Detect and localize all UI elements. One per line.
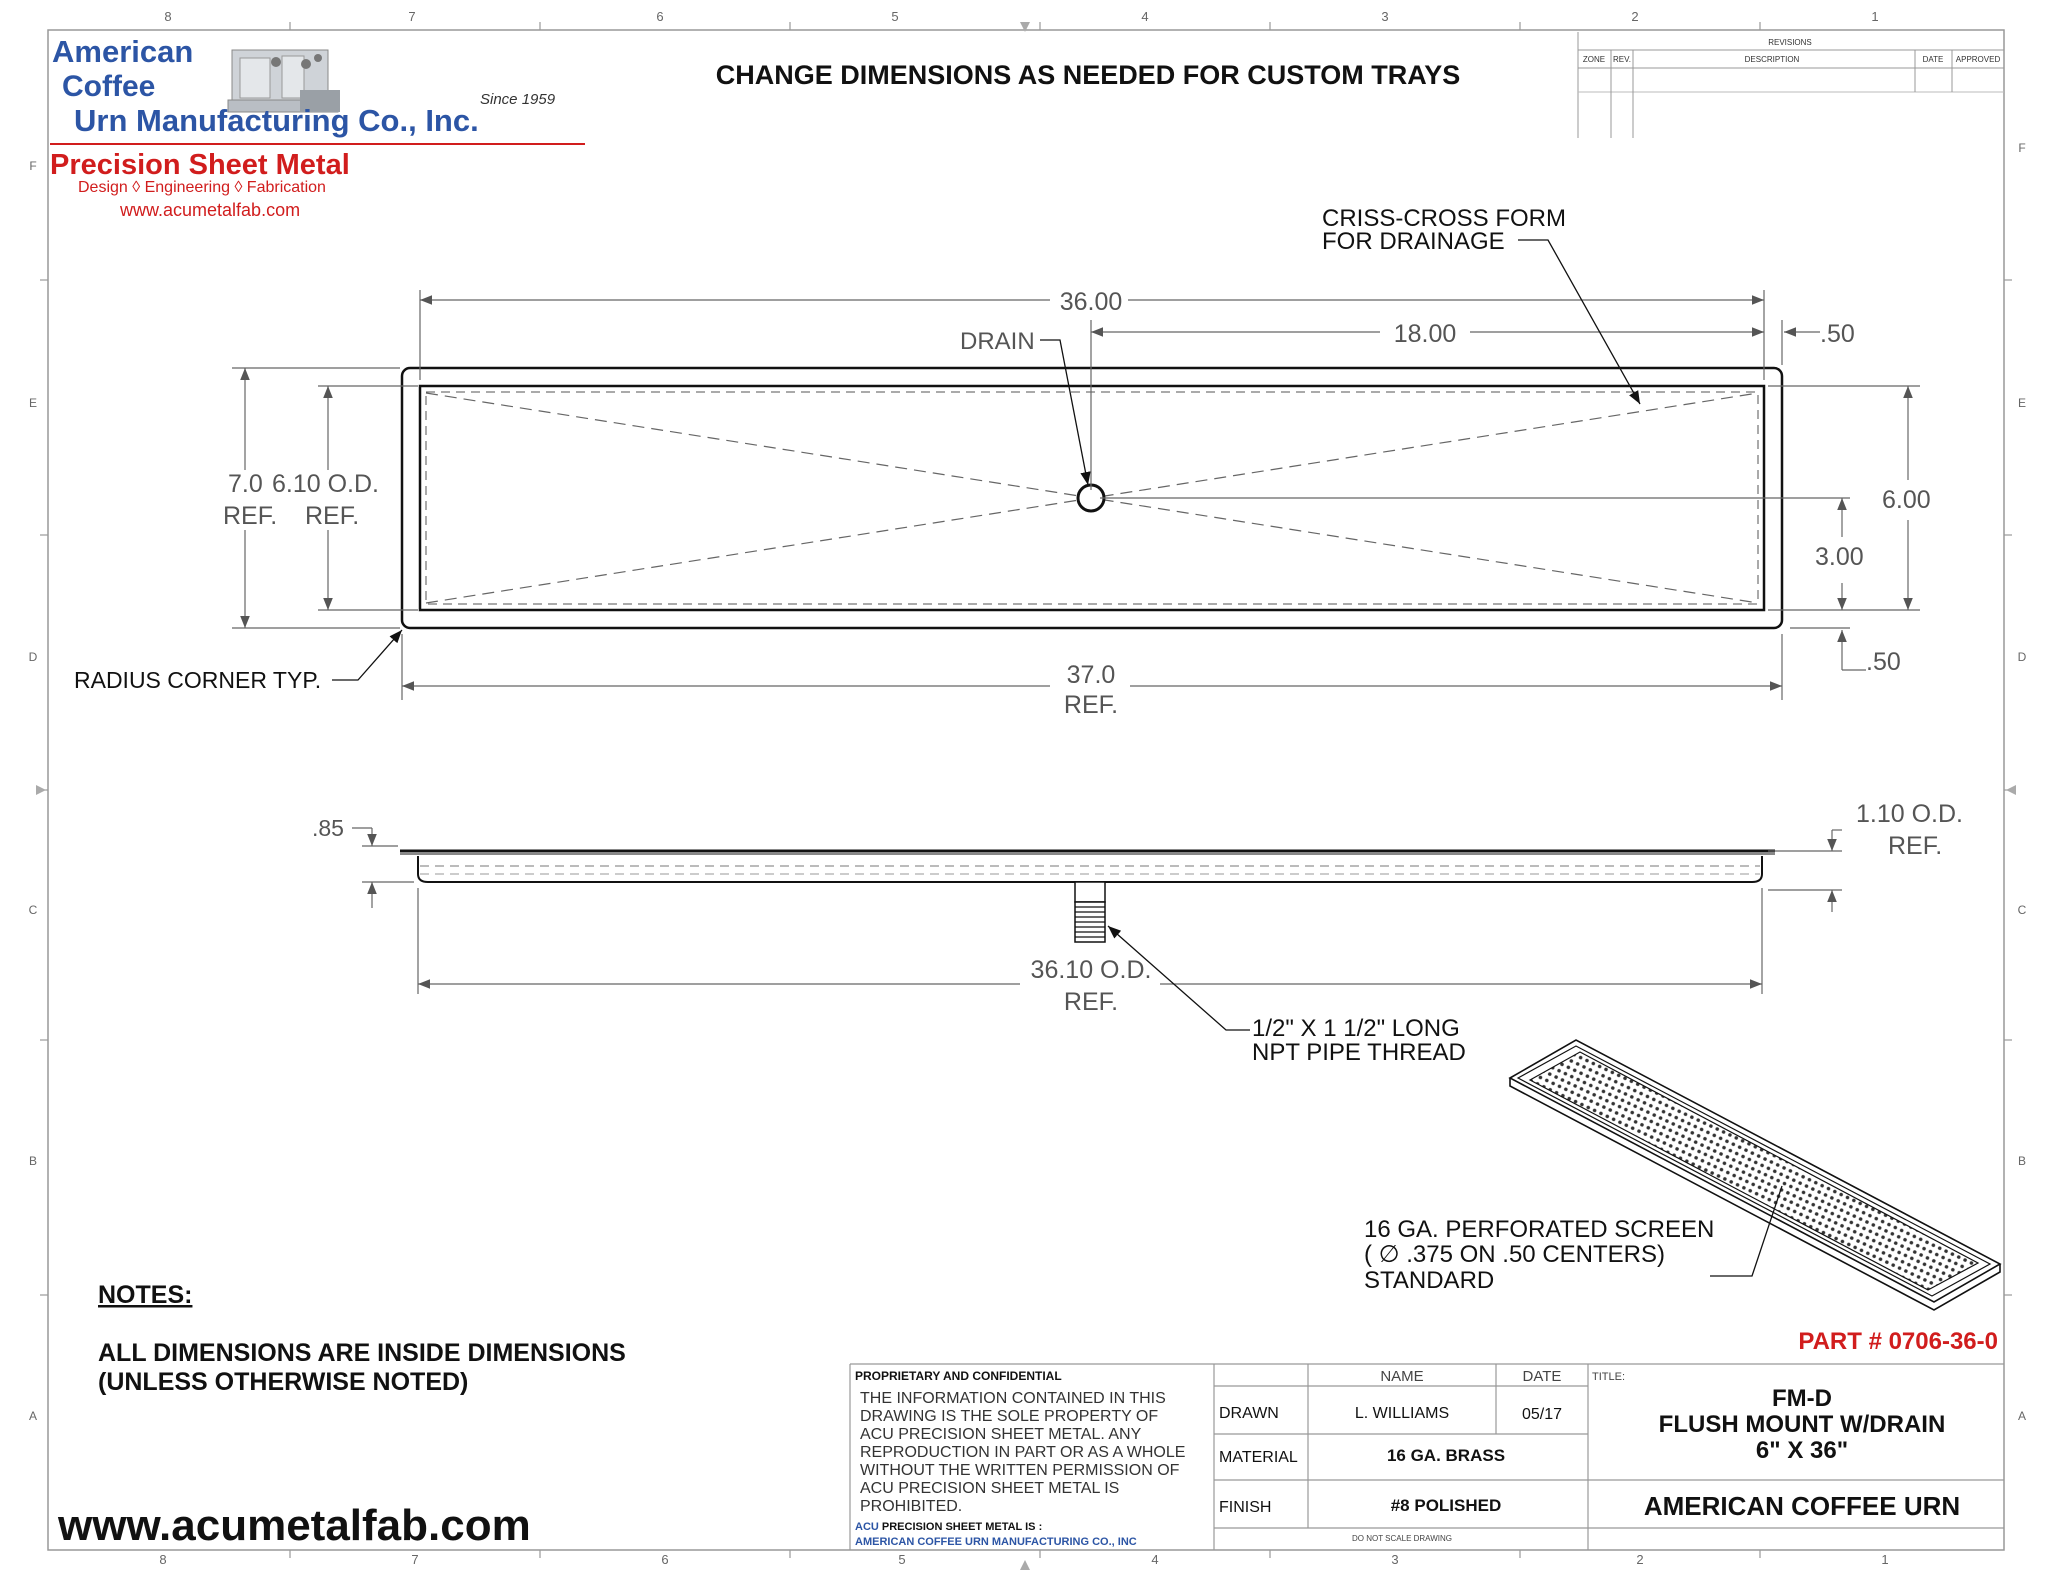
proprietary-line: WITHOUT THE WRITTEN PERMISSION OF (860, 1462, 1180, 1479)
side-view (312, 800, 1963, 1066)
proprietary-line: REPRODUCTION IN PART OR AS A WHOLE (860, 1444, 1186, 1461)
dim-od-height-ref: REF. (305, 502, 360, 530)
notes-heading: NOTES: (98, 1281, 193, 1309)
proprietary-line: THE INFORMATION CONTAINED IN THIS (860, 1390, 1166, 1407)
criss-cross-label-1: CRISS-CROSS FORM (1322, 205, 1567, 232)
sheet-border (36, 22, 2016, 1570)
zone-col-bottom-8: 8 (159, 1552, 167, 1567)
dim-inner-width: 6.00 (1882, 486, 1931, 514)
notes-line-2: (UNLESS OTHERWISE NOTED) (98, 1368, 469, 1396)
company-logo (50, 34, 585, 220)
screen-label-3: STANDARD (1364, 1267, 1495, 1294)
zone-col-bottom-6: 6 (661, 1552, 669, 1567)
dim-half-length: 18.00 (1393, 320, 1457, 348)
material-label: MATERIAL (1219, 1449, 1298, 1466)
screen-label-2: ( ∅ .375 ON .50 CENTERS) (1364, 1241, 1665, 1268)
drawing-title-3: 6" X 36" (1755, 1437, 1849, 1464)
zone-row-right-e: E (2017, 396, 2027, 410)
zone-col-top-6: 6 (656, 9, 664, 24)
proprietary-line: DRAWING IS THE SOLE PROPERTY OF (860, 1408, 1159, 1425)
zone-row-left-b: B (28, 1154, 38, 1168)
acu-owner-line: AMERICAN COFFEE URN MANUFACTURING CO., INC (855, 1536, 1137, 1548)
dim-overall-length: 36.00 (1059, 288, 1123, 316)
top-view (74, 205, 1931, 719)
revisions-table (1578, 32, 2004, 138)
zone-row-left-a: A (28, 1409, 38, 1423)
zone-row-left-e: E (28, 396, 38, 410)
isometric-tray-view (1510, 1040, 2000, 1310)
dim-depth: .85 (312, 815, 344, 841)
drawn-date: 05/17 (1521, 1406, 1563, 1423)
dim-outer-height: 7.0 (228, 470, 263, 498)
proprietary-line: ACU PRECISION SHEET METAL IS (860, 1480, 1120, 1497)
zone-row-right-d: D (2017, 650, 2027, 664)
drawing-title-1: FM-D (1772, 1385, 1832, 1412)
dim-od-height: 6.10 O.D. (272, 470, 379, 498)
date-column-header: DATE (1522, 1368, 1562, 1385)
dim-flange-bottom: .50 (1866, 648, 1901, 676)
company-name: AMERICAN COFFEE URN (1643, 1491, 1961, 1521)
dim-od-depth: 1.10 O.D. (1856, 800, 1963, 828)
dim-od-length: 36.10 O.D. (1030, 956, 1152, 984)
zone-col-top-4: 4 (1141, 9, 1149, 24)
zone-col-bottom-2: 2 (1636, 1552, 1644, 1567)
zone-col-top-3: 3 (1381, 9, 1389, 24)
logo-division: Precision Sheet Metal (50, 149, 350, 181)
revisions-col-rev: REV. (1613, 55, 1631, 64)
proprietary-line: PROHIBITED. (860, 1498, 963, 1515)
logo-line-american: American (52, 34, 194, 69)
zone-col-top-1: 1 (1871, 9, 1879, 24)
logo-line-urn: Urn Manufacturing Co., Inc. (74, 103, 479, 138)
revisions-col-zone: ZONE (1582, 55, 1606, 64)
zone-col-top-2: 2 (1631, 9, 1639, 24)
zone-col-top-7: 7 (408, 9, 416, 24)
screen-label-1: 16 GA. PERFORATED SCREEN (1364, 1216, 1715, 1243)
revisions-col-date: DATE (1922, 55, 1944, 64)
drawn-label: DRAWN (1219, 1405, 1279, 1422)
dim-outer-length-ref: REF. (1063, 691, 1119, 719)
zone-row-right-b: B (2017, 1154, 2027, 1168)
revisions-col-description: DESCRIPTION (1744, 55, 1800, 64)
dim-flange-top: .50 (1820, 320, 1855, 348)
dim-outer-length: 37.0 (1066, 661, 1116, 689)
dim-od-length-ref: REF. (1063, 988, 1119, 1016)
dim-half-width: 3.00 (1815, 543, 1864, 571)
logo-tagline: Design ◊ Engineering ◊ Fabrication (78, 179, 326, 196)
revisions-col-approved: APPROVED (1955, 55, 2001, 64)
zone-col-top-5: 5 (891, 9, 899, 24)
pipe-thread-label-2: NPT PIPE THREAD (1252, 1039, 1466, 1066)
drain-label: DRAIN (960, 328, 1035, 355)
dim-od-depth-ref: REF. (1888, 832, 1943, 860)
zone-row-right-f: F (2018, 141, 2026, 155)
zone-col-bottom-1: 1 (1881, 1552, 1889, 1567)
title-label: TITLE: (1592, 1371, 1626, 1383)
radius-corner-label: RADIUS CORNER TYP. (74, 667, 322, 693)
revisions-title: REVISIONS (1768, 38, 1812, 47)
name-column-header: NAME (1380, 1368, 1424, 1385)
zone-row-left-f: F (29, 159, 37, 173)
do-not-scale-note: DO NOT SCALE DRAWING (1351, 1534, 1453, 1543)
zone-row-right-a: A (2017, 1409, 2027, 1423)
title-block (850, 1364, 2004, 1550)
zone-col-bottom-3: 3 (1391, 1552, 1399, 1567)
finish-value: #8 POLISHED (1390, 1496, 1502, 1515)
material-value: 16 GA. BRASS (1386, 1446, 1506, 1465)
logo-website: www.acumetalfab.com (120, 200, 301, 220)
proprietary-line: ACU PRECISION SHEET METAL. ANY (860, 1426, 1142, 1443)
part-number: PART # 0706-36-0 (1798, 1328, 1998, 1355)
dim-outer-height-ref: REF. (223, 502, 278, 530)
zone-col-bottom-4: 4 (1151, 1552, 1159, 1567)
zone-col-top-8: 8 (164, 9, 172, 24)
zone-row-right-c: C (2017, 903, 2027, 917)
border-column-labels (159, 9, 1888, 1567)
logo-since: Since 1959 (480, 91, 556, 108)
zone-col-bottom-7: 7 (411, 1552, 419, 1567)
footer-website: www.acumetalfab.com (58, 1501, 531, 1550)
zone-row-left-c: C (28, 903, 38, 917)
notes-line-1: ALL DIMENSIONS ARE INSIDE DIMENSIONS (98, 1339, 626, 1367)
zone-row-left-d: D (28, 650, 38, 664)
drawn-name: L. WILLIAMS (1354, 1405, 1450, 1422)
finish-label: FINISH (1219, 1499, 1272, 1516)
zone-col-bottom-5: 5 (898, 1552, 906, 1567)
acu-is-line: ACU PRECISION SHEET METAL IS : (855, 1521, 1043, 1533)
drawing-title-2: FLUSH MOUNT W/DRAIN (1658, 1411, 1946, 1438)
drain-fitting (1075, 882, 1105, 942)
proprietary-heading: PROPRIETARY AND CONFIDENTIAL (855, 1369, 1062, 1383)
custom-tray-instruction: CHANGE DIMENSIONS AS NEEDED FOR CUSTOM TRAYS (715, 60, 1461, 90)
criss-cross-label-2: FOR DRAINAGE (1322, 228, 1505, 255)
pipe-thread-label-1: 1/2" X 1 1/2" LONG (1252, 1015, 1460, 1042)
logo-line-coffee: Coffee (62, 70, 156, 103)
